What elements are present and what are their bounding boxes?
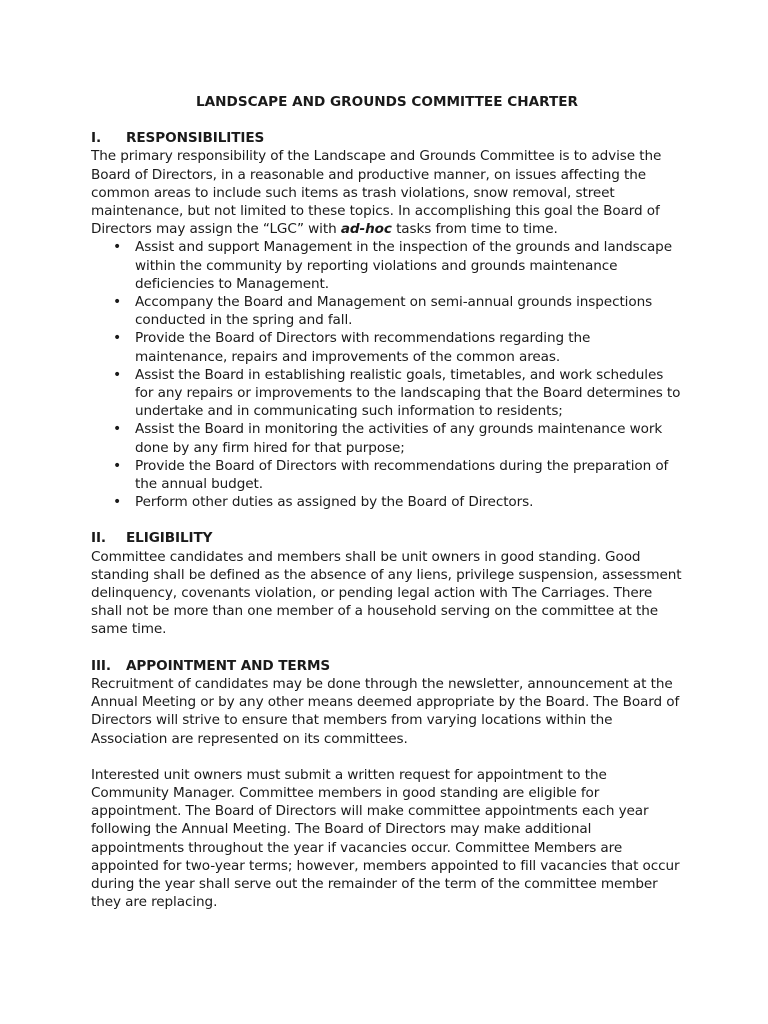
- responsibilities-intro: The primary responsibility of the Landscape and Grounds Committee is to advise the Board of Directors, in a reasonable and productive manner, on issues affecting the common areas to include such items as trash violations, snow removal, street maintenance, but not limited to these topics. In accomplishing this goal the Board of Directors may assign the “LGC” with ad-hoc tasks from time to time.: [91, 148, 662, 238]
- appointment-paragraph-1: Recruitment of candidates may be done through the newsletter, announcement at the Annual Meeting or by any other means deemed appropriate by the Board. The Board of Directors will strive to ensure that members from varying locations within the Association are represented on its committees.: [91, 675, 680, 747]
- section-heading-eligibility: [91, 529, 683, 547]
- section-heading-responsibilities: [91, 129, 683, 147]
- section-heading-appointment-and-terms: [91, 657, 683, 675]
- list-item: • Accompany the Board and Management on semi-annual grounds inspections conducted in the spring and fall.: [113, 294, 653, 329]
- responsibilities-list: [91, 238, 683, 511]
- bullet-icon: •: [113, 239, 122, 256]
- list-item: • Assist the Board in monitoring the activities of any grounds maintenance work done by any firm hired for that purpose;: [113, 421, 663, 456]
- section-title: ELIGIBILITY: [126, 530, 213, 547]
- bullet-icon: •: [113, 457, 122, 474]
- section-number: II.: [91, 530, 106, 547]
- bullet-icon: •: [113, 294, 122, 311]
- eligibility-paragraph: Committee candidates and members shall be unit owners in good standing. Good standing shall be defined as the absence of any liens, privilege suspension, assessment delinquency, covenants violation, or pending legal action with The Carriages. There shall not be more than one member of a household serving on the committee at the same time.: [91, 548, 682, 638]
- list-item: • Provide the Board of Directors with recommendations regarding the maintenance, repairs and improvements of the common areas.: [113, 330, 591, 365]
- list-item: • Assist and support Management in the inspection of the grounds and landscape within the community by reporting violations and grounds maintenance deficiencies to Management.: [113, 239, 672, 292]
- list-item: • Assist the Board in establishing realistic goals, timetables, and work schedules for any repairs or improvements to the landscaping that the Board determines to undertake and in communicating such information to residents;: [113, 366, 681, 420]
- section-number: I.: [91, 130, 102, 147]
- spacer: [91, 639, 683, 657]
- section-number: III.: [91, 657, 111, 674]
- spacer: [91, 748, 683, 766]
- bullet-icon: •: [113, 421, 122, 438]
- document-page: [91, 93, 683, 911]
- appointment-paragraph-2: Interested unit owners must submit a written request for appointment to the Community Manager. Committee members in good standing are eligible for appointment. The Board of Directors will make committee appointments each year following the Annual Meeting. The Board of Directors may make additional appointments throughout the year if vacancies occur. Committee Members are appointed for two-year terms; however, members appointed to fill vacancies that occur during the year shall serve out the remainder of the term of the committee member they are replacing.: [91, 766, 680, 911]
- document-title: LANDSCAPE AND GROUNDS COMMITTEE CHARTER: [196, 94, 578, 110]
- bullet-icon: •: [113, 494, 122, 511]
- ad-hoc-emphasis: ad-hoc: [340, 221, 392, 238]
- section-title: APPOINTMENT AND TERMS: [126, 657, 331, 674]
- list-item: • Perform other duties as assigned by the Board of Directors.: [113, 494, 534, 511]
- section-title: RESPONSIBILITIES: [126, 130, 265, 147]
- bullet-icon: •: [113, 330, 122, 347]
- bullet-icon: •: [113, 366, 122, 383]
- spacer: [91, 511, 683, 529]
- list-item: • Provide the Board of Directors with recommendations during the preparation of the annual budget.: [113, 457, 669, 493]
